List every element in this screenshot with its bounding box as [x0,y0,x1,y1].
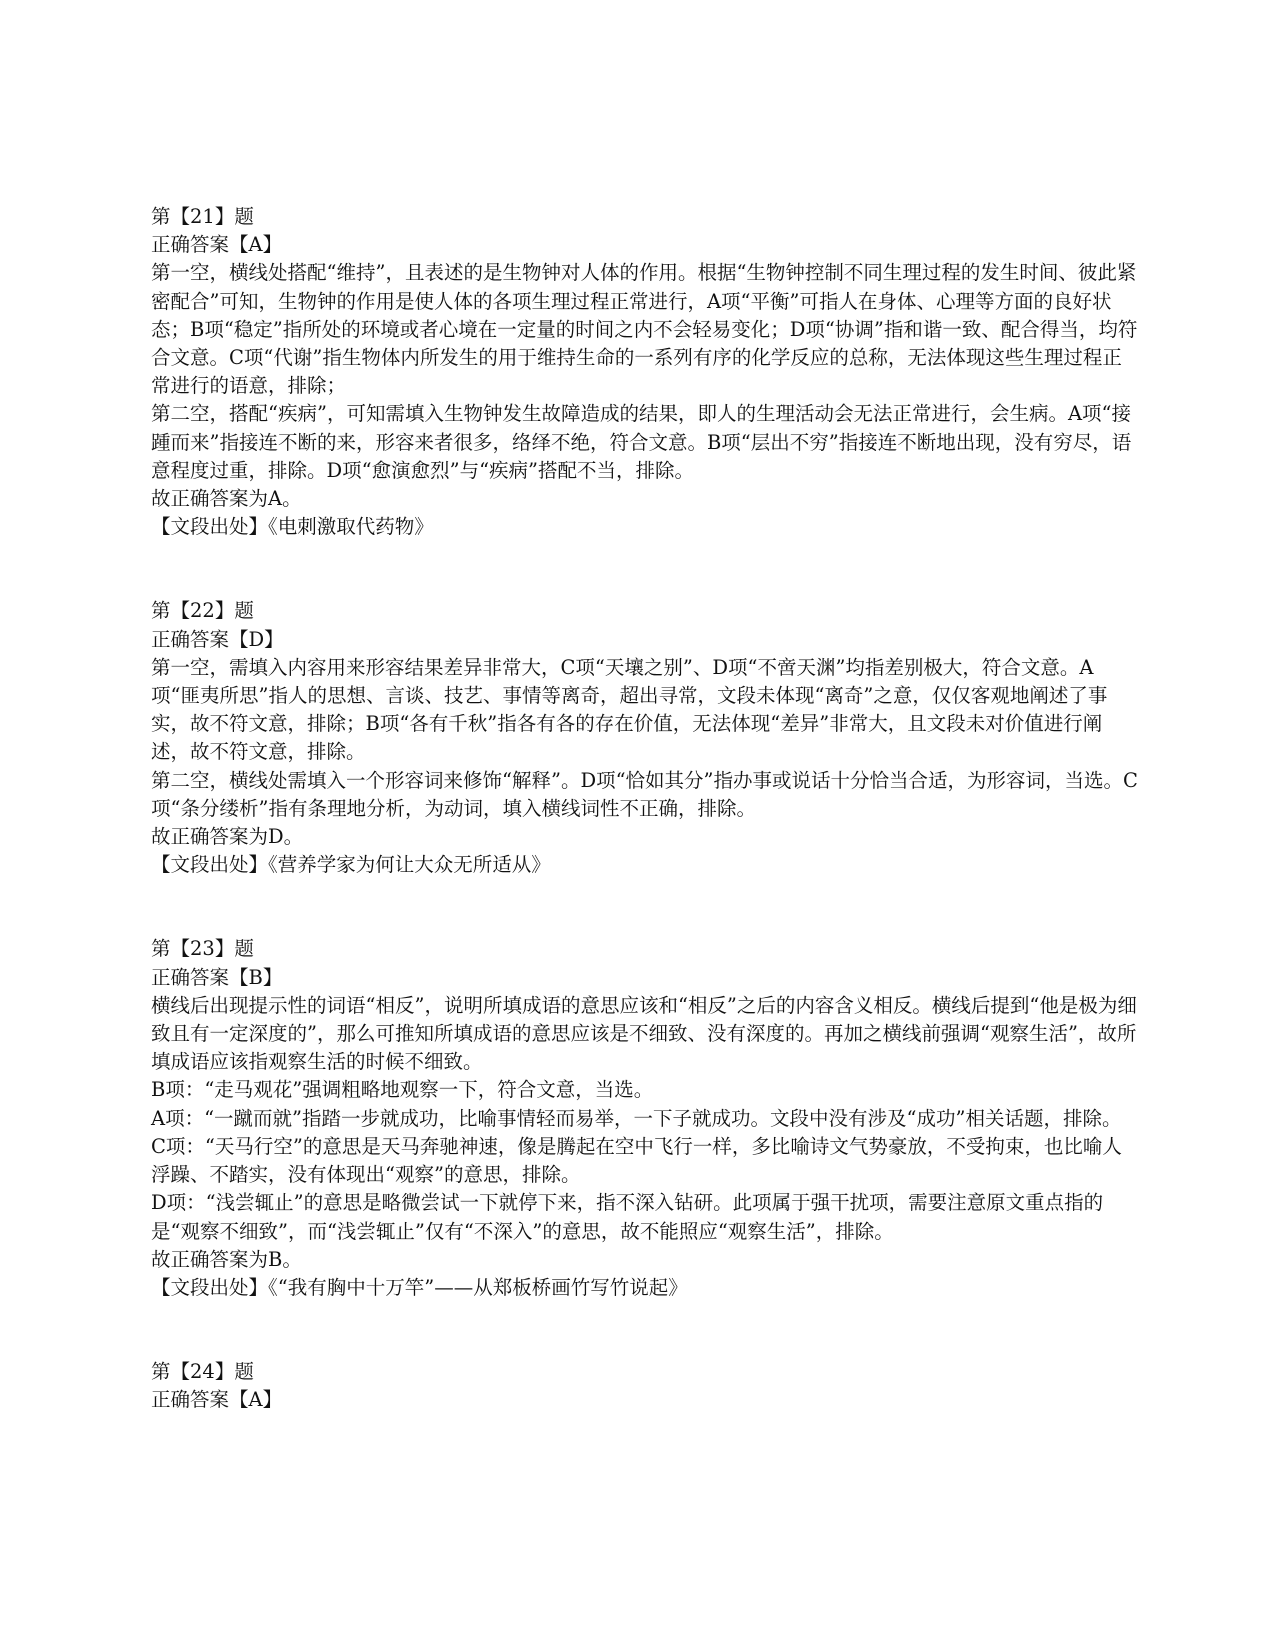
option-analysis-c: C项：“天马行空”的意思是天马奔驰神速，像是腾起在空中飞行一样，多比喻诗文气势豪放，不受拘束，也比喻人浮躁、不踏实，没有体现出“观察”的意思，排除。 [151,1134,1122,1187]
option-analysis-b: B项：“走马观花”强调粗略地观察一下，符合文意，当选。 [151,1078,654,1102]
option-analysis-d: D项：“浅尝辄止”的意思是略微尝试一下就停下来，指不深入钻研。此项属于强干扰项，需要注意原文重点指的是“观察不细致”，而“浅尝辄止”仅有“不深入”的意思，故不能照应“观察生活”，排除。 [151,1191,1104,1243]
explanation-paragraph: 第一空，横线处搭配“维持”，且表述的是生物钟对人体的作用。根据“生物钟控制不同生理过程的发生时间、彼此紧密配合”可知，生物钟的作用是使人体的各项生理过程正常进行，A项“平衡”可指人在身体、心理等方面的良好状态；B项“稳定”指所处的环境或者心境在一定量的时间之内不会轻易变化；D项“协调”指和谐一致、配合得当，均符合文意。C项“代谢”指生物体内所发生的用于维持生命的一系列有序的化学反应的总称，无法体现这些生理过程正常进行的语意，排除； [151,261,1138,398]
conclusion-line: 故正确答案为D。 [151,825,304,849]
conclusion-line: 故正确答案为B。 [151,1247,302,1271]
explanation-paragraph: 第二空，搭配“疾病”，可知需填入生物钟发生故障造成的结果，即人的生理活动会无法正常进行，会生病。A项“接踵而来”指接连不断的来，形容来者很多，络绎不绝，符合文意。B项“层出不穷”指接连不断地出现，没有穷尽，语意程度过重，排除。D项“愈演愈烈”与“疾病”搭配不当，排除。 [151,402,1132,482]
answer-content [151,203,1141,1415]
source-line: 【文段出处】《“我有胸中十万竿”——从郑板桥画竹写竹说起》 [151,1275,688,1299]
source-line: 【文段出处】《营养学家为何让大众无所适从》 [151,853,551,877]
correct-answer: 正确答案【A】 [151,233,283,257]
correct-answer: 正确答案【A】 [151,1388,283,1412]
question-block-22 [151,597,1141,879]
source-line: 【文段出处】《电刺激取代药物》 [151,515,434,539]
question-header: 第【24】题 [151,1360,254,1384]
explanation-paragraph: 横线后出现提示性的词语“相反”，说明所填成语的意思应该和“相反”之后的内容含义相反。横线后提到“他是极为细致且有一定深度的”，那么可推知所填成语的意思应该是不细致、没有深度的。再加之横线前强调“观察生活”，故所填成语应该指观察生活的时候不细致。 [151,993,1137,1074]
question-header: 第【21】题 [151,205,254,228]
conclusion-line: 故正确答案为A。 [151,487,302,511]
question-block-21 [151,203,1141,541]
explanation-paragraph: 第二空，横线处需填入一个形容词来修饰“解释”。D项“恰如其分”指办事或说话十分恰当合适，为形容词，当选。C项“条分缕析”指有条理地分析，为动词，填入横线词性不正确，排除。 [151,768,1138,820]
correct-answer: 正确答案【D】 [151,627,284,651]
correct-answer: 正确答案【B】 [151,965,283,989]
question-header: 第【22】题 [151,599,254,623]
explanation-paragraph: 第一空，需填入内容用来形容结果差异非常大，C项“天壤之别”、D项“不啻天渊”均指差别极大，符合文意。A项“匪夷所思”指人的思想、言谈、技艺、事情等离奇，超出寻常，文段未体现“离奇”之意，仅仅客观地阐述了事实，故不符文意，排除；B项“各有千秋”指各有各的存在价值，无法体现“差异”非常大，且文段未对价值进行阐述，故不符文意，排除。 [151,655,1108,764]
question-block-24 [151,1358,1141,1414]
question-block-23 [151,935,1141,1302]
question-header: 第【23】题 [151,937,254,961]
option-analysis-a: A项：“一蹴而就”指踏一步就成功，比喻事情轻而易举，一下子就成功。文段中没有涉及“成功”相关话题，排除。 [151,1106,1122,1130]
